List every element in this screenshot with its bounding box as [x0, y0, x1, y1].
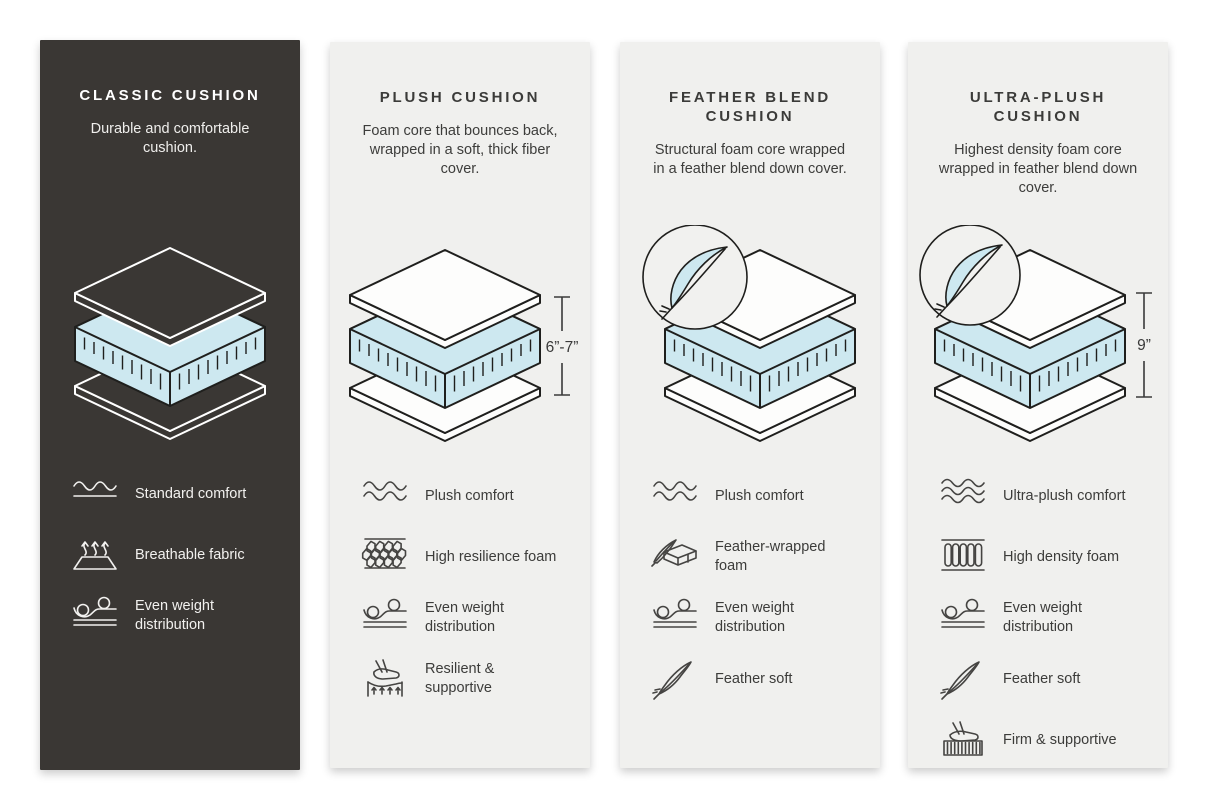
panel-description: Structural foam core wrapped in a feather blend down cover.	[653, 142, 847, 177]
feature-row	[938, 596, 1198, 640]
feature-label: Resilient & supportive	[425, 661, 495, 696]
measurement-label: 6”-7”	[545, 339, 579, 356]
cushion-illustration	[40, 223, 300, 463]
cushion-illustration	[620, 225, 880, 465]
feature-list	[40, 472, 340, 655]
cushion-layers-drawing	[40, 223, 300, 463]
feature-list	[330, 474, 630, 718]
feature-row	[650, 474, 910, 518]
feature-row	[70, 594, 330, 638]
feature-label: Firm & supportive	[1003, 731, 1117, 748]
panel-description: Durable and comfortable cushion.	[90, 121, 250, 156]
cushion-illustration	[330, 225, 590, 465]
feature-row	[650, 657, 910, 701]
height-measurement	[546, 297, 579, 395]
panel-plush-cushion	[330, 42, 590, 768]
resilient-icon	[360, 657, 410, 701]
feather-badge	[920, 225, 1020, 325]
feature-label: Plush comfort	[425, 487, 514, 504]
feature-label: Plush comfort	[715, 487, 804, 504]
feature-label: Even weight distribution	[715, 600, 794, 635]
feature-row	[938, 474, 1198, 518]
feature-label: Standard comfort	[135, 485, 247, 502]
panel-feather-blend-cushion	[620, 42, 880, 768]
wave-triple-icon	[938, 474, 988, 518]
feature-row	[360, 535, 620, 579]
wave-single-icon	[70, 472, 120, 516]
panel-ultra-plush-cushion	[908, 42, 1168, 768]
feature-row	[360, 596, 620, 640]
feature-row	[650, 596, 910, 640]
weight-distribution-icon	[360, 596, 410, 640]
height-measurement	[1136, 293, 1152, 397]
weight-distribution-icon	[938, 596, 988, 640]
density-foam-icon	[938, 535, 988, 579]
feature-label: Breathable fabric	[135, 546, 245, 563]
panel-description: Highest density foam core wrapped in feather blend down cover.	[938, 142, 1138, 196]
panel-title: PLUSH CUSHION	[379, 89, 541, 106]
firm-icon	[938, 718, 988, 762]
panel-title: CLASSIC CUSHION	[79, 87, 261, 104]
feather-foam-icon	[650, 535, 700, 579]
panel-description: Foam core that bounces back, wrapped in a soft, thick fiber cover.	[362, 123, 558, 177]
measurement-label: 9”	[1137, 337, 1151, 354]
feature-row	[360, 657, 620, 701]
feature-row	[650, 535, 910, 579]
weight-distribution-icon	[70, 594, 120, 638]
panel-classic-cushion	[40, 40, 300, 770]
feature-label: Feather-wrapped foam	[715, 539, 826, 574]
feature-row	[70, 472, 330, 516]
feature-list	[908, 474, 1208, 779]
feature-row	[70, 533, 330, 577]
breathable-icon	[70, 533, 120, 577]
panel-title: FEATHER BLEND CUSHION	[669, 89, 831, 125]
feature-label: High density foam	[1003, 548, 1120, 565]
feather-badge	[643, 225, 747, 329]
cushion-layers-drawing	[330, 225, 590, 465]
feature-row	[938, 657, 1198, 701]
feature-row	[360, 474, 620, 518]
feature-row	[938, 535, 1198, 579]
weight-distribution-icon	[650, 596, 700, 640]
feature-label: High resilience foam	[425, 548, 557, 565]
cushion-layers-drawing	[908, 225, 1168, 465]
cushion-layers-drawing	[620, 225, 880, 465]
cushion-illustration	[908, 225, 1168, 465]
honeycomb-foam-icon	[360, 535, 410, 579]
feature-label: Even weight distribution	[135, 598, 214, 633]
feature-label: Feather soft	[1003, 670, 1081, 687]
wave-double-icon	[360, 474, 410, 518]
feature-row	[938, 718, 1198, 762]
feature-label: Even weight distribution	[425, 600, 504, 635]
feature-label: Even weight distribution	[1003, 600, 1082, 635]
feature-label: Ultra-plush comfort	[1003, 487, 1126, 504]
feather-icon	[938, 657, 988, 701]
feather-icon	[650, 657, 700, 701]
feature-label: Feather soft	[715, 670, 793, 687]
panel-title: ULTRA-PLUSH CUSHION	[969, 89, 1107, 125]
wave-double-icon	[650, 474, 700, 518]
feature-list	[620, 474, 920, 718]
